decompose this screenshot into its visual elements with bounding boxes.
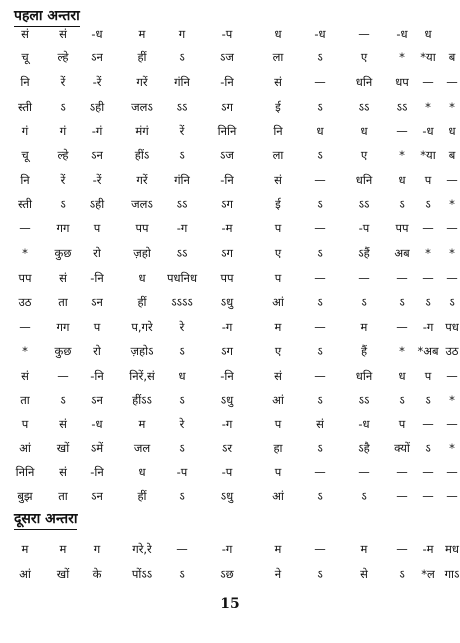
notation-cell: ऽ — [399, 295, 405, 309]
notation-cell: ऽज — [220, 50, 234, 64]
notation-cell: निनि — [217, 124, 237, 138]
notation-cell: * — [449, 393, 455, 407]
notation-cell: ला — [272, 50, 284, 64]
notation-cell: चू — [21, 148, 29, 162]
notation-cell: प — [274, 465, 282, 479]
notation-cell: म — [59, 542, 67, 556]
notation-row — [0, 72, 460, 92]
notation-cell: ऽ — [425, 393, 431, 407]
notation-cell: ऽ — [425, 197, 431, 211]
notation-cell: सं — [274, 173, 282, 187]
notation-cell: हा — [273, 441, 283, 455]
notation-cell: ऽ — [317, 567, 323, 581]
notation-row — [0, 268, 460, 288]
notation-cell: — — [19, 221, 31, 235]
notation-cell: * — [449, 246, 455, 260]
notation-cell: निनि — [15, 465, 35, 479]
notation-cell: — — [422, 221, 434, 235]
page-number: 15 — [220, 596, 240, 612]
notation-row — [0, 366, 460, 386]
notation-cell: * — [399, 148, 405, 162]
notation-cell: आं — [272, 295, 284, 309]
notation-cell: ब — [448, 50, 456, 64]
notation-cell: गंनि — [174, 173, 190, 187]
notation-cell: प — [274, 417, 282, 431]
notation-cell: ऽ — [317, 246, 323, 260]
notation-cell: जलऽ — [131, 100, 153, 114]
notation-cell: -ग — [221, 320, 233, 334]
notation-cell: धनि — [355, 369, 373, 383]
notation-row — [0, 24, 460, 44]
notation-cell: म — [360, 320, 368, 334]
notation-cell: कुछ — [54, 344, 72, 358]
notation-cell: ऽग — [221, 344, 233, 358]
notation-cell: प — [398, 417, 406, 431]
notation-cell: रें — [60, 173, 66, 187]
notation-cell: म — [274, 320, 282, 334]
notation-cell: ऽ — [60, 197, 66, 211]
notation-cell: ग — [178, 27, 186, 41]
notation-cell: ऽन — [91, 295, 103, 309]
notation-row — [0, 170, 460, 190]
notation-cell: प — [424, 369, 432, 383]
notation-cell: ऽज — [220, 148, 234, 162]
notation-cell: ध — [398, 369, 406, 383]
notation-cell: — — [446, 369, 458, 383]
notation-row — [0, 438, 460, 458]
notation-cell: खों — [56, 567, 70, 581]
notation-cell: — — [396, 271, 408, 285]
notation-cell: ऽही — [89, 100, 105, 114]
notation-cell: म — [138, 417, 146, 431]
notation-cell: मंगं — [135, 124, 149, 138]
notation-cell: सं — [274, 369, 282, 383]
notation-cell: -ध — [91, 417, 103, 431]
notation-row — [0, 341, 460, 361]
notation-cell: -नि — [220, 369, 234, 383]
notation-cell: गंनि — [174, 75, 190, 89]
notation-cell: ऽऽऽऽ — [171, 295, 193, 309]
notation-cell: म — [360, 542, 368, 556]
notation-cell: — — [358, 465, 370, 479]
notation-cell: मध — [445, 542, 459, 556]
notation-cell: — — [446, 271, 458, 285]
notation-cell: — — [396, 320, 408, 334]
notation-cell: ऽहैं — [358, 246, 370, 260]
notation-cell: म — [138, 27, 146, 41]
notation-cell: -ग — [176, 221, 188, 235]
notation-cell: — — [314, 75, 326, 89]
notation-cell: — — [19, 320, 31, 334]
notation-cell: -गं — [91, 124, 103, 138]
notation-cell: ए — [360, 148, 368, 162]
notation-cell: -प — [358, 221, 370, 235]
notation-cell: ल्हे — [57, 148, 69, 162]
notation-cell: — — [446, 465, 458, 479]
notation-cell: के — [92, 567, 102, 581]
notation-cell: — — [446, 75, 458, 89]
notation-cell: ऽछ — [220, 567, 234, 581]
notation-cell: -रें — [92, 173, 102, 187]
notation-cell: प — [424, 173, 432, 187]
notation-cell: *ल — [421, 567, 435, 581]
notation-row — [0, 564, 460, 584]
notation-cell: उठ — [445, 344, 459, 358]
notation-cell: -प — [176, 465, 188, 479]
notation-cell: ज़होऽ — [130, 344, 154, 358]
notation-row — [0, 145, 460, 165]
notation-cell: ऽधु — [220, 489, 234, 503]
notation-cell: ऽ — [361, 295, 367, 309]
notation-cell: गग — [56, 320, 70, 334]
notation-cell: *अब — [417, 344, 439, 358]
notation-cell: कुछ — [54, 246, 72, 260]
notation-cell: हीं — [137, 295, 147, 309]
notation-cell: ई — [275, 100, 281, 114]
notation-cell: ऽ — [317, 393, 323, 407]
notation-cell: — — [358, 271, 370, 285]
notation-cell: — — [422, 465, 434, 479]
notation-cell: रे — [179, 320, 185, 334]
notation-cell: नि — [273, 124, 283, 138]
notation-cell: -ध — [422, 124, 434, 138]
notation-cell: प — [93, 221, 101, 235]
notation-cell: पध — [445, 320, 459, 334]
notation-cell: -ध — [91, 27, 103, 41]
notation-cell: आं — [272, 489, 284, 503]
notation-cell: ऽन — [91, 148, 103, 162]
notation-cell: -नि — [220, 173, 234, 187]
notation-cell: रें — [179, 124, 185, 138]
notation-cell: ता — [58, 295, 68, 309]
notation-cell: नि — [20, 173, 30, 187]
notation-cell: ऽऽ — [176, 246, 188, 260]
notation-cell: ऽ — [317, 344, 323, 358]
notation-cell: रें — [60, 75, 66, 89]
notation-cell: ऽ — [425, 295, 431, 309]
notation-cell: ऽऽ — [358, 100, 370, 114]
notation-cell: — — [422, 417, 434, 431]
notation-cell: ध — [274, 27, 282, 41]
notation-cell: -रें — [92, 75, 102, 89]
notation-cell: ए — [274, 246, 282, 260]
notation-cell: ध — [424, 27, 432, 41]
notation-cell: ऽग — [221, 197, 233, 211]
notation-cell: ऽहै — [358, 441, 370, 455]
notation-cell: — — [446, 173, 458, 187]
notation-cell: से — [360, 567, 368, 581]
notation-cell: जलऽ — [131, 197, 153, 211]
notation-cell: ऽ — [60, 393, 66, 407]
notation-cell: ज़हो — [133, 246, 151, 260]
notation-cell: प — [21, 417, 29, 431]
notation-cell: हीं — [137, 50, 147, 64]
notation-cell: ऽ — [399, 567, 405, 581]
notation-cell: पोंऽऽ — [131, 567, 153, 581]
notation-cell: सं — [59, 465, 67, 479]
notation-cell: -ग — [422, 320, 434, 334]
notation-cell: ने — [274, 567, 282, 581]
notation-cell: ऽऽ — [176, 197, 188, 211]
notation-cell: रे — [179, 417, 185, 431]
notation-cell: — — [57, 369, 69, 383]
notation-cell: ऽ — [179, 393, 185, 407]
notation-cell: सं — [59, 271, 67, 285]
notation-row — [0, 243, 460, 263]
notation-cell: — — [446, 417, 458, 431]
notation-cell: ऽर — [221, 441, 233, 455]
notation-cell: — — [314, 173, 326, 187]
notation-cell: ऽऽ — [396, 100, 408, 114]
notation-cell: ए — [360, 50, 368, 64]
notation-cell: -म — [221, 221, 233, 235]
notation-cell: -नि — [220, 75, 234, 89]
notation-cell: बुझ — [17, 489, 33, 503]
notation-row — [0, 486, 460, 506]
notation-cell: आं — [19, 567, 31, 581]
notation-cell: हैं — [360, 344, 368, 358]
notation-cell: * — [425, 100, 431, 114]
notation-cell: *या — [420, 50, 436, 64]
notation-cell: ता — [20, 393, 30, 407]
notation-cell: ए — [274, 344, 282, 358]
notation-cell: * — [399, 344, 405, 358]
notation-cell: -प — [221, 465, 233, 479]
notation-cell: — — [314, 320, 326, 334]
notation-cell: पप — [395, 221, 409, 235]
notation-cell: -नि — [90, 465, 104, 479]
notation-cell: * — [449, 197, 455, 211]
notation-cell: ऽ — [361, 489, 367, 503]
notation-cell: — — [314, 465, 326, 479]
notation-cell: * — [22, 344, 28, 358]
notation-cell: ऽही — [89, 197, 105, 211]
notation-cell: सं — [21, 369, 29, 383]
notation-row — [0, 539, 460, 559]
notation-cell: ऽग — [221, 100, 233, 114]
notation-cell: -ग — [221, 542, 233, 556]
notation-cell: प,गरे — [131, 320, 153, 334]
notation-cell: — — [446, 489, 458, 503]
notation-cell: ऽ — [317, 441, 323, 455]
notation-cell: सं — [274, 75, 282, 89]
notation-cell: ऽन — [91, 393, 103, 407]
notation-cell: गाऽ — [444, 567, 460, 581]
notation-row — [0, 390, 460, 410]
notation-cell: — — [396, 489, 408, 503]
notation-cell: ऽ — [317, 295, 323, 309]
notation-cell: ऽऽ — [358, 197, 370, 211]
notation-row — [0, 194, 460, 214]
notation-cell: — — [396, 465, 408, 479]
notation-cell: ग — [93, 542, 101, 556]
notation-cell: ऽ — [179, 50, 185, 64]
notation-row — [0, 414, 460, 434]
notation-cell: — — [422, 271, 434, 285]
section-heading: दूसरा अन्तरा — [14, 511, 77, 530]
notation-cell: — — [176, 542, 188, 556]
notation-cell: नि — [20, 75, 30, 89]
notation-cell: ऽन — [91, 50, 103, 64]
notation-cell: ऽधु — [220, 295, 234, 309]
notation-cell: -ग — [221, 417, 233, 431]
notation-cell: -नि — [90, 271, 104, 285]
notation-cell: धनि — [355, 75, 373, 89]
notation-cell: स्ती — [17, 100, 33, 114]
notation-cell: ऽमें — [90, 441, 104, 455]
notation-cell: * — [399, 50, 405, 64]
notation-cell: * — [449, 441, 455, 455]
notation-cell: अब — [394, 246, 410, 260]
notation-cell: ध — [178, 369, 186, 383]
notation-cell: क्यों — [394, 441, 410, 455]
notation-cell: ऽधु — [220, 393, 234, 407]
notation-cell: — — [314, 271, 326, 285]
notation-cell: *या — [420, 148, 436, 162]
notation-cell: ध — [360, 124, 368, 138]
notation-cell: — — [422, 489, 434, 503]
notation-cell: धनि — [355, 173, 373, 187]
notation-cell: रो — [93, 344, 101, 358]
notation-cell: — — [446, 221, 458, 235]
notation-cell: निरें,सं — [129, 369, 155, 383]
notation-cell: ऽऽ — [176, 100, 188, 114]
notation-cell: -प — [221, 27, 233, 41]
notation-cell: स्ती — [17, 197, 33, 211]
notation-cell: ऽ — [317, 148, 323, 162]
notation-cell: गग — [56, 221, 70, 235]
notation-cell: ला — [272, 148, 284, 162]
notation-cell: उठ — [18, 295, 32, 309]
notation-cell: गरें — [136, 173, 148, 187]
notation-cell: * — [425, 246, 431, 260]
notation-cell: ध — [138, 465, 146, 479]
notation-cell: -ध — [358, 417, 370, 431]
notation-cell: ध — [398, 173, 406, 187]
notation-cell: ऽ — [179, 344, 185, 358]
notation-cell: ल्हे — [57, 50, 69, 64]
notation-cell: हीं — [137, 489, 147, 503]
notation-cell: ऽ — [399, 197, 405, 211]
notation-cell: पधनिध — [166, 271, 198, 285]
notation-cell: म — [274, 542, 282, 556]
notation-cell: सं — [59, 27, 67, 41]
notation-cell: ध — [316, 124, 324, 138]
notation-cell: पप — [220, 271, 234, 285]
notation-row — [0, 218, 460, 238]
notation-row — [0, 121, 460, 141]
notation-cell: ऽग — [221, 246, 233, 260]
notation-row — [0, 47, 460, 67]
notation-cell: गरें — [136, 75, 148, 89]
notation-cell: ध — [138, 271, 146, 285]
notation-cell: ऽ — [179, 441, 185, 455]
notation-cell: — — [396, 542, 408, 556]
notation-cell: * — [22, 246, 28, 260]
notation-cell: -ध — [396, 27, 408, 41]
notation-cell: — — [422, 75, 434, 89]
notation-cell: प — [274, 221, 282, 235]
notation-cell: -म — [422, 542, 434, 556]
notation-row — [0, 317, 460, 337]
notation-cell: — — [396, 124, 408, 138]
notation-cell: ब — [448, 148, 456, 162]
notation-cell: ता — [58, 489, 68, 503]
notation-cell: चू — [21, 50, 29, 64]
notation-cell: जल — [133, 441, 151, 455]
notation-cell: ध — [448, 124, 456, 138]
notation-cell: ऽ — [317, 197, 323, 211]
notation-row — [0, 97, 460, 117]
notation-cell: सं — [21, 27, 29, 41]
notation-cell: प — [93, 320, 101, 334]
notation-cell: रो — [93, 246, 101, 260]
notation-cell: आं — [19, 441, 31, 455]
notation-cell: * — [449, 100, 455, 114]
notation-row — [0, 462, 460, 482]
notation-cell: ऽ — [399, 393, 405, 407]
notation-cell: ऽ — [317, 100, 323, 114]
notation-cell: — — [314, 369, 326, 383]
notation-cell: सं — [316, 417, 324, 431]
notation-cell: गं — [21, 124, 29, 138]
notation-cell: हींऽ — [134, 148, 150, 162]
notation-cell: पप — [18, 271, 32, 285]
notation-cell: आं — [272, 393, 284, 407]
notation-cell: पप — [135, 221, 149, 235]
notation-cell: सं — [59, 417, 67, 431]
notation-cell: ऽन — [91, 489, 103, 503]
notation-cell: ऽ — [317, 50, 323, 64]
notation-row — [0, 292, 460, 312]
notation-cell: प — [274, 271, 282, 285]
notation-cell: धप — [395, 75, 409, 89]
notation-cell: ई — [275, 197, 281, 211]
notation-cell: — — [358, 27, 370, 41]
notation-cell: म — [21, 542, 29, 556]
notation-cell: — — [314, 542, 326, 556]
notation-cell: ऽ — [179, 148, 185, 162]
notation-cell: — — [314, 221, 326, 235]
notation-cell: खों — [56, 441, 70, 455]
notation-cell: हींऽऽ — [132, 393, 152, 407]
section-heading: पहला अन्तरा — [14, 8, 80, 27]
notation-cell: गरे,रे — [132, 542, 152, 556]
notation-cell: ऽ — [60, 100, 66, 114]
notation-cell: ऽऽ — [358, 393, 370, 407]
notation-cell: ऽ — [179, 567, 185, 581]
notation-cell: ऽ — [449, 295, 455, 309]
notation-cell: ऽ — [179, 489, 185, 503]
notation-cell: -नि — [90, 369, 104, 383]
notation-cell: -ध — [314, 27, 326, 41]
notation-cell: ऽ — [317, 489, 323, 503]
notation-cell: गं — [59, 124, 67, 138]
notation-cell: ऽ — [425, 441, 431, 455]
